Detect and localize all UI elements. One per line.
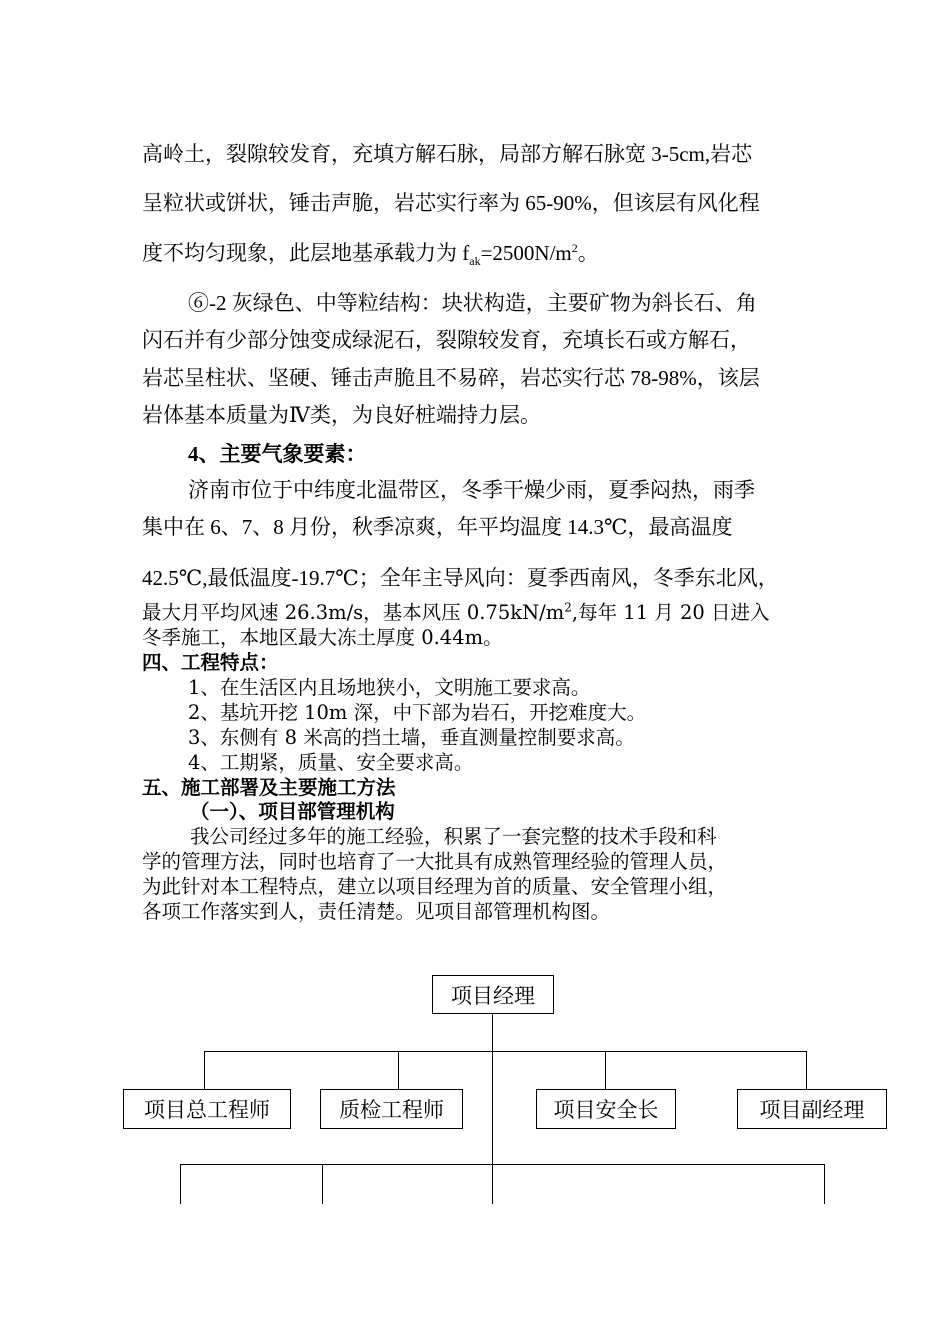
org-connector-main <box>492 1014 493 1204</box>
para3-line2: 集中在 6、7、8 月份，秋季凉爽，年平均温度 14.3℃，最高温度 <box>142 515 733 539</box>
org-connector-drop <box>806 1051 807 1089</box>
org-box-chief-engineer: 项目总工程师 <box>123 1089 291 1129</box>
para1-line3: 度不均匀现象，此层地基承载力为 $f_{ak}=2500N/m^2$。 <box>142 241 599 269</box>
section4-title: 四、工程特点： <box>142 651 279 674</box>
org-box-deputy-manager: 项目副经理 <box>737 1089 887 1129</box>
org-connector-drop <box>398 1051 399 1089</box>
org-connector-level3 <box>180 1164 825 1165</box>
section5-subtitle: （一）、项目部管理机构 <box>190 800 395 823</box>
org-connector-level2 <box>204 1051 807 1052</box>
para3-line3: 42.5℃,最低温度-19.7℃；全年主导风向：夏季西南风，冬季东北风， <box>142 566 779 590</box>
org-connector-drop <box>204 1051 205 1089</box>
org-connector-drop <box>824 1164 825 1204</box>
section4-item-4: 4、工期紧，质量、安全要求高。 <box>188 751 474 774</box>
para3-line4: 最大月平均风速 26.3m/s，基本风压 $0.75kN/m^2$,每年 11 月 20 日进入 <box>142 600 770 624</box>
para4-line4: 各项工作落实到人，责任清楚。见项目部管理机构图。 <box>142 900 611 923</box>
org-connector-drop <box>605 1051 606 1089</box>
section5-title: 五、施工部署及主要施工方法 <box>142 776 396 799</box>
para2-line3: 岩芯呈柱状、坚硬、锤击声脆且不易碎，岩芯实行芯 78-98%，该层 <box>142 366 760 390</box>
para1-line1: 高岭土，裂隙较发育，充填方解石脉，局部方解石脉宽 3-5cm,岩芯 <box>142 142 753 166</box>
org-box-quality-engineer: 质检工程师 <box>320 1089 463 1129</box>
org-connector-drop <box>180 1164 181 1204</box>
para3-line5: 冬季施工，本地区最大冻土厚度 0.44m。 <box>142 626 503 649</box>
org-connector-drop <box>322 1164 323 1204</box>
org-box-project-manager: 项目经理 <box>432 975 554 1014</box>
para4-line1: 我公司经过多年的施工经验，积累了一套完整的技术手段和科 <box>190 825 717 848</box>
para2-line1: ⑥-2 灰绿色、中等粒结构：块状构造，主要矿物为斜长石、角 <box>188 291 757 315</box>
para2-line2: 闪石并有少部分蚀变成绿泥石，裂隙较发育，充填长石或方解石， <box>142 328 751 352</box>
para4-line3: 为此针对本工程特点，建立以项目经理为首的质量、安全管理小组， <box>142 875 728 898</box>
para4-line2: 学的管理方法，同时也培育了一大批具有成熟管理经验的管理人员， <box>142 850 728 873</box>
section4-item-3: 3、东侧有 8 米高的挡土墙，垂直测量控制要求高。 <box>188 726 635 749</box>
para1-line2: 呈粒状或饼状，锤击声脆，岩芯实行率为 65-90%，但该层有风化程 <box>142 191 760 215</box>
para3-line1: 济南市位于中纬度北温带区，冬季干燥少雨，夏季闷热，雨季 <box>188 478 755 502</box>
section4-item-2: 2、基坑开挖 10m 深，中下部为岩石，开挖难度大。 <box>188 701 647 724</box>
section4-item-1: 1、在生活区内且场地狭小，文明施工要求高。 <box>188 676 591 699</box>
org-box-safety-chief: 项目安全长 <box>536 1089 676 1129</box>
para2-line4: 岩体基本质量为Ⅳ类，为良好桩端持力层。 <box>142 403 541 427</box>
heading-weather: 4、主要气象要素： <box>188 442 367 466</box>
